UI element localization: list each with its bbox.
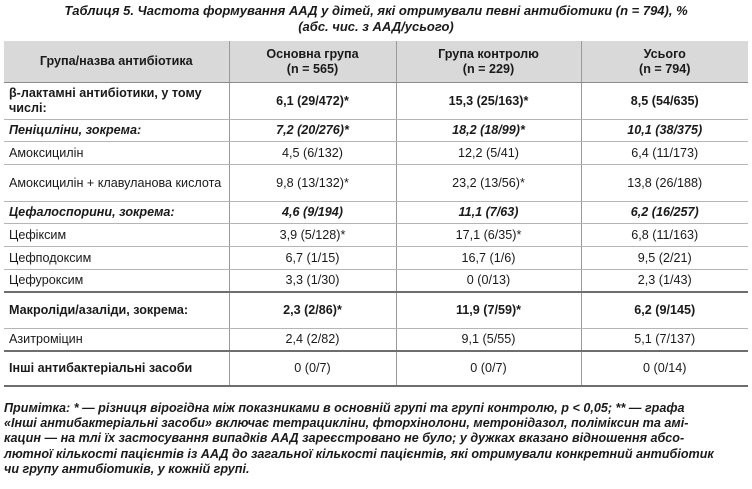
header-control-group: Група контролю (n = 229) [396, 41, 581, 83]
row-label: Амоксицилін + клавуланова кислота [4, 165, 229, 202]
table-row [4, 329, 748, 351]
cell-control: 16,7 (1/6) [396, 247, 581, 270]
row-label: Макроліди/азаліди, зокрема: [4, 292, 229, 329]
cell-main: 9,8 (13/132)* [229, 165, 396, 202]
cell-main: 6,7 (1/15) [229, 247, 396, 270]
table-caption [0, 3, 752, 35]
cell-total: 0 (0/14) [581, 351, 748, 386]
cell-main: 4,5 (6/132) [229, 142, 396, 165]
caption-line-1: Таблиця 5. Частота формування ААД у дітей, які отримували певні антибіотики (n = 794), % [64, 3, 688, 18]
cell-main: 2,3 (2/86)* [229, 292, 396, 329]
table-row [4, 142, 748, 165]
cell-total: 6,4 (11/173) [581, 142, 748, 165]
table-row [4, 270, 748, 292]
table-footnote [4, 401, 748, 477]
cell-total: 6,2 (16/257) [581, 202, 748, 224]
cell-control: 9,1 (5/55) [396, 329, 581, 351]
table-row [4, 292, 748, 329]
footnote-line: Примітка: * — різниця вірогідна між показниками в основній групі та групі контролю, р < 0,05; ** — графа [4, 401, 685, 415]
cell-main: 7,2 (20/276)* [229, 120, 396, 142]
antibiotic-table [4, 41, 748, 387]
cell-total: 2,3 (1/43) [581, 270, 748, 292]
table-row [4, 165, 748, 202]
cell-control: 11,1 (7/63) [396, 202, 581, 224]
row-label: β-лактамні антибіотики, у тому числі: [4, 83, 229, 120]
header-total: Усього (n = 794) [581, 41, 748, 83]
row-label: Цефуроксим [4, 270, 229, 292]
cell-total: 5,1 (7/137) [581, 329, 748, 351]
header-row [4, 41, 748, 83]
table-row [4, 351, 748, 386]
cell-total: 6,8 (11/163) [581, 224, 748, 247]
header-group-name: Група/назва антибіотика [4, 41, 229, 83]
cell-main: 0 (0/7) [229, 351, 396, 386]
cell-total: 13,8 (26/188) [581, 165, 748, 202]
cell-main: 4,6 (9/194) [229, 202, 396, 224]
cell-main: 3,3 (1/30) [229, 270, 396, 292]
row-label: Цефіксим [4, 224, 229, 247]
cell-main: 6,1 (29/472)* [229, 83, 396, 120]
row-label: Цефподоксим [4, 247, 229, 270]
cell-control: 18,2 (18/99)* [396, 120, 581, 142]
footnote-line: «Інші антибактеріальні засоби» включає тетрацикліни, фторхінолони, метронідазол, поліміксин та амі- [4, 416, 689, 431]
footnote-line: чи групу антибіотиків, у кожній групі. [4, 461, 250, 476]
caption-line-2: (абс. чис. з ААД/усього) [298, 19, 454, 34]
header-main-group: Основна група (n = 565) [229, 41, 396, 83]
cell-total: 8,5 (54/635) [581, 83, 748, 120]
row-label: Інші антибактеріальні засоби [4, 351, 229, 386]
table-row [4, 202, 748, 224]
cell-total: 10,1 (38/375) [581, 120, 748, 142]
cell-control: 12,2 (5/41) [396, 142, 581, 165]
row-label: Азитроміцин [4, 329, 229, 351]
cell-control: 15,3 (25/163)* [396, 83, 581, 120]
footnote-line: кацин — на тлі їх застосування випадків ААД зареєстровано не було; у дужках вказано відношення абсо- [4, 431, 685, 446]
table-row [4, 83, 748, 120]
table-row [4, 224, 748, 247]
cell-total: 9,5 (2/21) [581, 247, 748, 270]
table-row [4, 120, 748, 142]
cell-control: 0 (0/13) [396, 270, 581, 292]
cell-control: 0 (0/7) [396, 351, 581, 386]
cell-control: 11,9 (7/59)* [396, 292, 581, 329]
table-row [4, 247, 748, 270]
row-label: Амоксицилін [4, 142, 229, 165]
cell-main: 2,4 (2/82) [229, 329, 396, 351]
cell-main: 3,9 (5/128)* [229, 224, 396, 247]
footnote-line: лютної кількості пацієнтів із ААД до загальної кількості пацієнтів, які отримували конкретний антибіотик [4, 446, 714, 461]
cell-control: 23,2 (13/56)* [396, 165, 581, 202]
row-label: Пеніциліни, зокрема: [4, 120, 229, 142]
cell-control: 17,1 (6/35)* [396, 224, 581, 247]
row-label: Цефалоспорини, зокрема: [4, 202, 229, 224]
cell-total: 6,2 (9/145) [581, 292, 748, 329]
